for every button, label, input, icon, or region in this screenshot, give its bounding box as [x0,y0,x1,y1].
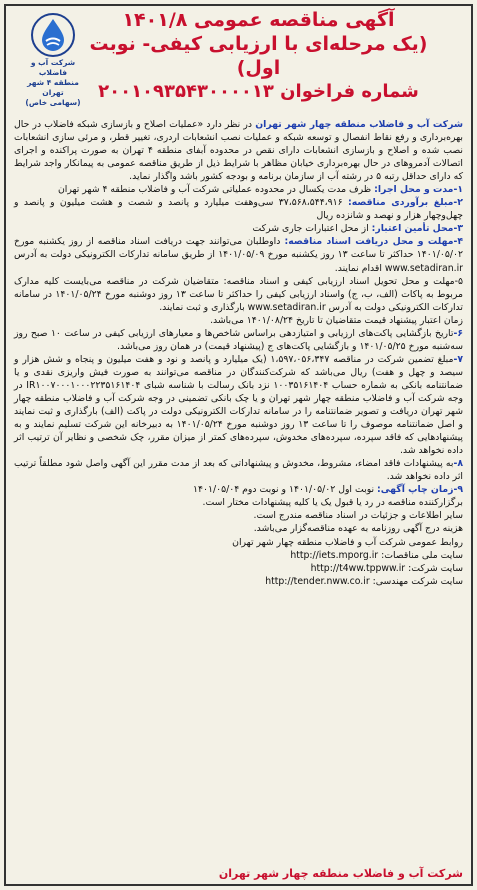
item-text: برگزارکننده مناقصه در رد یا قبول یک یا کلیه پیشنهادات مختار است. [202,497,463,509]
item-label: ۴-مهلت و محل دریافت اسناد مناقصه: [284,236,464,248]
website-label: سایت ملی مناقصات: [381,549,463,561]
company-name: شرکت آب و فاضلاب منطقه چهار شهر تهران [255,119,463,130]
item-text: از محل اعتبارات جاری شرکت [252,223,372,235]
title-line-1: آگهی مناقصه عمومی ۱۴۰۱/۸ [122,9,395,31]
footer-signature: شرکت آب و فاضلاب منطقه چهار شهر تهران [218,867,463,880]
item-text: سایر اطلاعات و جزئیات در اسناد مناقصه مندرج است. [253,510,463,522]
item-label: ۹-زمان چاپ آگهی: [377,484,463,496]
item-label: ۸- [453,458,463,470]
item-text: زمان اعتبار پیشنهاد قیمت متقاضیان تا تاریخ ۱۴۰۱/۰۸/۲۴ می‌باشد. [210,314,463,326]
item-label: ۱-مدت و محل اجرا: [374,184,463,196]
title-line-3: شماره فراخوان ۲۰۰۱۰۹۳۵۴۳۰۰۰۰۱۳ [98,81,419,102]
item-text: ۳۷،۵۶۸،۵۴۴،۹۱۶ سی‌وهفت میلیارد و پانصد و شصت و هشت میلیون و پانصد و چهل‌وچهار هزار و نهصد و شانزده ریال [14,197,463,222]
item-label: ۲-مبلغ برآوردی مناقصه: [348,197,463,209]
water-drop-logo-icon [30,12,76,58]
item-text: مبلغ تضمین شرکت در مناقصه ۱،۵۹۷،۰۵۶،۳۴۷ (یک میلیارد و پانصد و نود و هفت میلیون و پنجاه و شش هزار و سیصد و چهل و هفت) ریال می‌باشد که شرکت‌کنندگان در مناقصه می‌توانند به صورت فیش واریزی نقدی و یا ضمانتنامه بانکی به شماره حساب ۱۰۰۳۵۱۶۱۴۰۴ نزد بانک رسالت با شناسه شبای IR۱۰۰۷۰۰۰۱۰۰۰۲۲۳۵۱۶۱۴۰۴ در وجه شرکت آب و فاضلاب منطقه چهار شهر تهران و یا چک بانکی تضمینی در وجه شرکت آب و فاضلاب منطقه چهار شهر تهران دریافت و تصویر ضمانتنامه را در سامانه تدارکات الکترونیکی دولت در پاکت (الف) بارگذاری و ثبت نمایند و اصل ضمانتنامه موصوف را تا ساعت ۱۳ روز دوشنبه مورخ ۱۴۰۱/۰۵/۲۴ به دبیرخانه این شرکت تسلیم نمایند و به پیشنهادهایی که فاقد سپرده، سپرده‌های مخدوش، سپرده‌های کمتر از میزان مقرر، چک شخصی و نظایر آن ترتیب اثر داده نخواهد شد. [14,353,463,457]
website-label: سایت شرکت: [408,562,463,574]
item-label: ۶- [453,327,463,339]
item-text: ۵-مهلت و محل تحویل اسناد ارزیابی کیفی و اسناد مناقصه: متقاضیان شرکت در مناقصه می‌بایست کلیه مدارک مربوط به پاکات (الف، ب، ج) واسناد ارزیابی کیفی را حداکثر تا ساعت ۱۳ روز دوشنبه مورخ ۱۴۰۱/۰۵/۲۴ در سامانه تدارکات الکترونیکی دولت به آدرس www.setadiran.ir بارگذاری و ثبت نمایند. [14,275,464,313]
notice-border [4,4,473,886]
website-link[interactable]: http://tender.nww.co.ir [265,575,370,587]
item-text: داوطلبان می‌توانند جهت دریافت اسناد مناقصه از روز یکشنبه مورخ ۱۴۰۱/۰۵/۰۲ حداکثر تا ساعت ۱۳ روز یکشنبه مورخ ۱۴۰۱/۰۵/۰۹ از طریق سامانه تدارکات الکترونیکی دولت به آدرس www.setadiran.ir اقدام نمایند. [14,236,463,274]
logo-line-3: (سهامی خاص) [25,98,81,107]
item-text: تاریخ بازگشایی پاکت‌های ارزیابی و امتیازدهی براساس شاخص‌ها و معیارهای ارزیابی کیفی در ساعت ۱۰ صبح روز سه‌شنبه مورخ ۱۴۰۱/۰۵/۲۵ و بازگشایی پاکت‌های ج (پیشنهاد قیمت) در همان روز می‌باشد. [14,327,463,352]
item-text: هزینه درج آگهی روزنامه به عهده مناقصه‌گزار می‌باشد. [253,523,463,535]
item-text: ظرف مدت یکسال در محدوده عملیاتی شرکت آب و فاضلاب منطقه ۴ شهر تهران [57,184,375,196]
item-text: به پیشنهادات فاقد امضاء، مشروط، مخدوش و پیشنهاداتی که بعد از مدت مقرر این آگهی واصل شود مطلقاً ترتیب اثر داده نخواهد شد. [14,458,463,483]
item-text: روابط عمومی شرکت آب و فاضلاب منطقه چهار شهر تهران [232,536,463,548]
notice-header [8,6,469,114]
item-text: نوبت اول ۱۴۰۱/۰۵/۰۲ و نوبت دوم ۱۴۰۱/۰۵/۰۴ [192,484,378,496]
company-logo [16,12,90,108]
website-link[interactable]: http://iets.mporg.ir [290,549,379,561]
logo-line-1: شرکت آب و فاضلاب [30,58,76,77]
logo-line-2: منطقه ۴ شهر تهران [27,78,79,97]
item-label: ۷- [453,353,463,365]
title-block [88,8,429,104]
website-link[interactable]: http://t4ww.tppww.ir [310,562,406,574]
website-label: سایت شرکت مهندسی: [372,575,463,587]
intro-text: در نظر دارد «عملیات اصلاح و بازسازی شبکه فاضلاب در حال بهره‌برداری و رفع نقاط انفصال و توسعه شبکه و عملیات نصب انشعابات اردری، تغییر قطر، و مرئی سازی انشعابات نصب شده و اصلاح و بازسازی انشعابات دارای نقص در محدوده آبفای منطقه ۴ تهران به صورت پراکنده و اجرای اتصالات آدمروهای در حال بهره‌برداری خیابان مظاهر با شرایط ذیل از طریق مناقصه عمومی به پیمانکار واجد شرایط که دارای حداقل رتبه ۵ در رشته آب از سازمان برنامه و بودجه کشور باشد واگذار نماید. [14,119,463,183]
title-line-2: (یک مرحله‌ای با ارزیابی کیفی- نوبت اول) [89,33,428,79]
item-label: ۳-محل تأمین اعتبار: [371,223,463,235]
